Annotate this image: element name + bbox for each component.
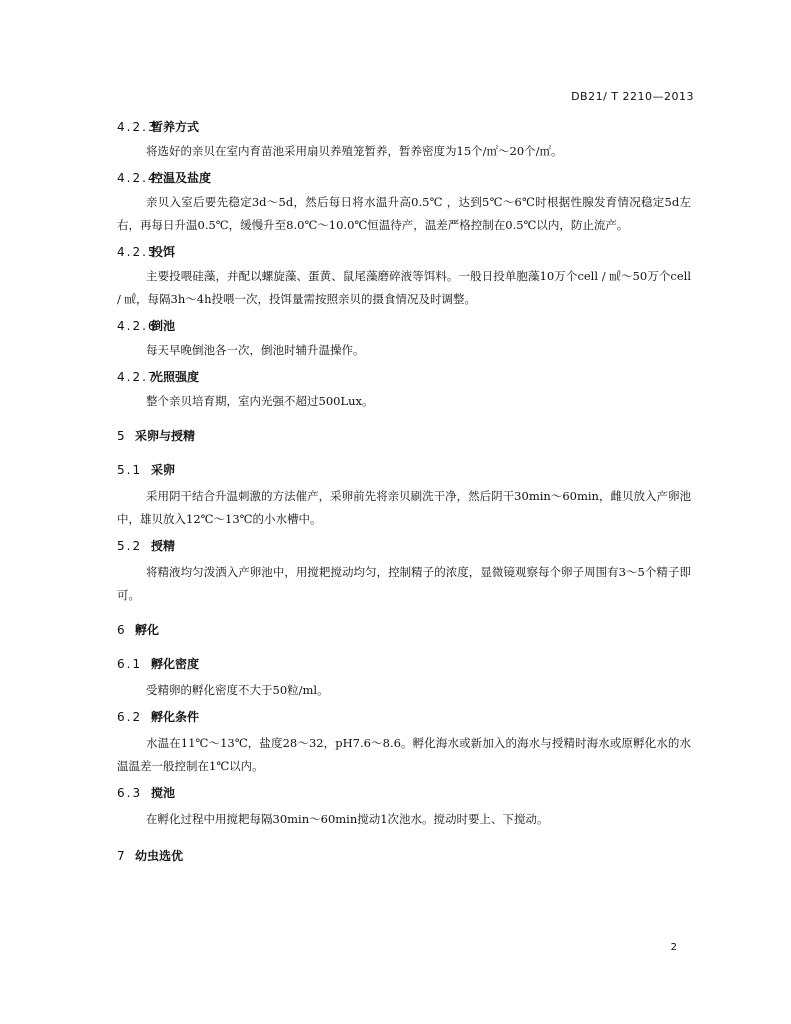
paragraph: 每天早晚倒池各一次，倒池时辅升温操作。	[146, 343, 365, 357]
section-number: 4.2.7	[117, 370, 158, 384]
paragraph: 水温在11℃～13℃，盐度28～32，pH7.6～8.6。孵化海水或新加入的海水与授精时海水或原孵化水的水温温差一般控制在1℃以内。	[117, 736, 691, 773]
section-number: 6.3	[117, 786, 143, 800]
paragraph: 受精卵的孵化密度不大于50粒/ml。	[146, 683, 329, 697]
section-6-2	[117, 708, 691, 778]
section-heading	[117, 118, 691, 136]
paragraph: 亲贝入室后要先稳定3d～5d，然后每日将水温升高0.5℃ ，达到5℃～6℃时根据性腺发育情况稳定5d左右，再每日升温0.5℃，缓慢升至8.0℃～10.0℃恒温待产，温差严格控制在0.5℃以内，防止流产。	[117, 195, 691, 232]
section-title: 孵化条件	[151, 710, 200, 724]
section-number: 7	[117, 849, 127, 863]
section-title: 授精	[151, 539, 176, 553]
section-title: 孵化密度	[151, 657, 200, 671]
section-title: 幼虫选优	[135, 849, 184, 863]
section-heading	[117, 427, 691, 445]
section-heading	[117, 847, 691, 865]
paragraph: 在孵化过程中用搅耙每隔30min～60min搅动1次池水。搅动时要上、下搅动。	[146, 812, 549, 826]
section-6	[117, 621, 691, 639]
section-6-3	[117, 784, 691, 831]
section-heading	[117, 368, 691, 386]
section-number: 4.2.5	[117, 245, 158, 259]
section-title: 采卵与授精	[135, 429, 196, 443]
section-4-2-4	[117, 169, 691, 237]
section-title: 采卵	[151, 463, 176, 477]
section-title: 搅池	[151, 786, 176, 800]
section-4-2-3	[117, 118, 691, 163]
standard-code-header: DB21/ T 2210—2013	[571, 90, 694, 103]
section-5	[117, 427, 691, 445]
section-heading	[117, 708, 691, 726]
document-body	[117, 118, 691, 865]
section-title: 暂养方式	[151, 120, 200, 134]
section-heading	[117, 461, 691, 479]
section-7	[117, 847, 691, 865]
paragraph: 将选好的亲贝在室内育苗池采用扇贝养殖笼暂养，暂养密度为15个/㎡～20个/㎡。	[146, 144, 563, 158]
section-title: 光照强度	[151, 370, 200, 384]
section-number: 5.1	[117, 463, 143, 477]
section-title: 孵化	[135, 623, 160, 637]
section-heading	[117, 621, 691, 639]
paragraph: 将精液均匀泼洒入产卵池中，用搅耙搅动均匀，控制精子的浓度，显微镜观察每个卵子周围有3～5个精子即可。	[117, 565, 691, 602]
section-number: 6	[117, 623, 127, 637]
section-number: 5	[117, 429, 127, 443]
paragraph: 整个亲贝培育期，室内光强不超过500Lux。	[146, 394, 374, 408]
section-number: 4.2.4	[117, 171, 158, 185]
section-heading	[117, 537, 691, 555]
section-title: 投饵	[151, 245, 176, 259]
section-title: 倒池	[151, 319, 176, 333]
section-5-1	[117, 461, 691, 531]
page-number: 2	[670, 942, 677, 953]
section-title: 控温及盐度	[151, 171, 212, 185]
section-heading	[117, 169, 691, 187]
section-5-2	[117, 537, 691, 607]
section-number: 6.2	[117, 710, 143, 724]
section-heading	[117, 317, 691, 335]
section-6-1	[117, 655, 691, 702]
section-number: 6.1	[117, 657, 143, 671]
section-number: 4.2.3	[117, 120, 158, 134]
section-heading	[117, 784, 691, 802]
section-4-2-5	[117, 243, 691, 311]
paragraph: 采用阴干结合升温刺激的方法催产，采卵前先将亲贝刷洗干净，然后阴干30min～60min，雌贝放入产卵池中，雄贝放入12℃～13℃的小水槽中。	[117, 489, 691, 526]
section-number: 5.2	[117, 539, 143, 553]
section-heading	[117, 655, 691, 673]
section-heading	[117, 243, 691, 261]
section-number: 4.2.6	[117, 319, 158, 333]
paragraph: 主要投喂硅藻，并配以螺旋藻、蛋黄、鼠尾藻磨碎液等饵料。一般日投单胞藻10万个cell / ㎖～50万个cell / ㎖，每隔3h～4h投喂一次，投饵量需按照亲贝的摄食情况及时调整。	[117, 269, 691, 306]
section-4-2-7	[117, 368, 691, 413]
section-4-2-6	[117, 317, 691, 362]
